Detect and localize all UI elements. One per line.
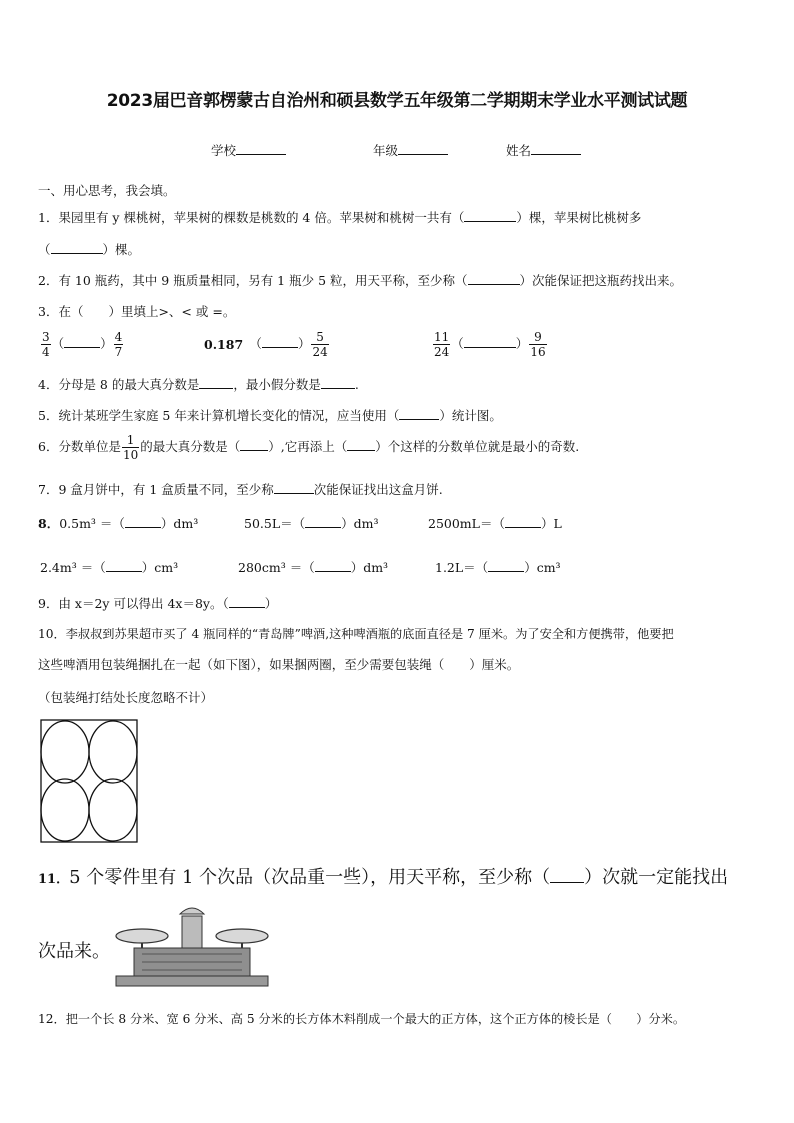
bottle-circle: [89, 779, 137, 841]
left-pan: [116, 929, 168, 943]
answer-blank[interactable]: [550, 866, 584, 883]
compare-blank[interactable]: [64, 335, 100, 348]
answer-blank[interactable]: [199, 376, 233, 389]
question-11-line-1: 11．5 个零件里有 1 个次品（次品重一些），用天平称，至少称（ ）次就一定能找出: [38, 867, 729, 888]
bottle-circle: [41, 779, 89, 841]
school-blank[interactable]: [236, 142, 286, 155]
question-8-item: 280cm³ ＝（ ）dm³: [238, 560, 389, 575]
answer-blank[interactable]: [229, 595, 265, 608]
compare-item-3: $\frac{11}{24}$ （ ） $\frac{9}{16}$: [434, 330, 546, 359]
compare-blank[interactable]: [262, 335, 298, 348]
question-3: 3．在（ ）里填上>、< 或 =。: [38, 304, 236, 319]
bottle-circle: [89, 721, 137, 783]
name-blank[interactable]: [531, 142, 581, 155]
fraction: $\frac{4}{7}$: [114, 330, 123, 359]
grade-blank[interactable]: [398, 142, 448, 155]
question-2: 2．有 10 瓶药，其中 9 瓶质量相同，另有 1 瓶少 5 粒，用天平称，至少称（ ）次能保证把这瓶药找出来。: [38, 273, 683, 288]
question-4: 4．分母是 8 的最大真分数是 ，最小假分数是 .: [38, 377, 359, 392]
question-1-line-2: （ ）棵。: [38, 242, 141, 257]
question-7: 7．9 盒月饼中，有 1 盒质量不同，至少称 次能保证找出这盒月饼.: [38, 482, 443, 497]
answer-blank[interactable]: [240, 438, 268, 451]
answer-blank[interactable]: [347, 438, 375, 451]
answer-blank[interactable]: [305, 515, 341, 528]
name-field: 姓名: [506, 141, 581, 159]
question-5: 5．统计某班学生家庭 5 年来计算机增长变化的情况，应当使用（ ）统计图。: [38, 408, 502, 423]
scale-base: [116, 976, 268, 986]
question-8-item: 1.2L＝（ ）cm³: [435, 560, 561, 575]
bottle-circle: [41, 721, 89, 783]
grade-field: 年级: [373, 141, 448, 159]
fraction: $\frac{11}{24}$: [434, 330, 450, 359]
question-10-line-1: 10．李叔叔到苏果超市买了 4 瓶同样的“青岛牌”啤酒,这种啤酒瓶的底面直径是 7 厘米。为了安全和方便携带，他要把: [38, 627, 674, 641]
answer-blank[interactable]: [399, 407, 439, 420]
answer-blank[interactable]: [464, 209, 516, 222]
compare-item-1: $\frac{3}{4}$ （ ） $\frac{4}{7}$: [42, 330, 123, 359]
bottles-diagram: [34, 718, 144, 844]
answer-blank[interactable]: [505, 515, 541, 528]
balance-scale-image: [112, 902, 272, 992]
page-title: 2023届巴音郭楞蒙古自治州和硕县数学五年级第二学期期末学业水平测试试题: [106, 91, 688, 111]
answer-blank[interactable]: [488, 559, 524, 572]
question-8-row-1: 8．0.5m³ ＝（ ）dm³: [38, 516, 199, 531]
answer-blank[interactable]: [468, 272, 520, 285]
question-8-item: 50.5L＝（ ）dm³: [244, 516, 379, 531]
scale-pointer: [180, 908, 204, 914]
answer-blank[interactable]: [274, 481, 314, 494]
answer-blank[interactable]: [315, 559, 351, 572]
fraction: $\frac{5}{24}$: [312, 330, 328, 359]
section-heading: 一、用心思考，我会填。: [38, 183, 176, 198]
question-11-line-2: 次品来。: [38, 941, 110, 962]
answer-blank[interactable]: [321, 376, 355, 389]
right-pan: [216, 929, 268, 943]
compare-blank[interactable]: [464, 335, 516, 348]
question-10-note: （包装绳打结处长度忽略不计）: [38, 690, 214, 705]
question-8-row-2: 2.4m³ ＝（ ）cm³: [40, 560, 179, 575]
question-6: 6．分数单位是 $\frac{1}{10}$ 的最大真分数是（ ）,它再添上（ ）个这样的分数单位就是最小的奇数.: [38, 433, 580, 462]
question-12: 12．把一个长 8 分米、宽 6 分米、高 5 分米的长方体木料削成一个最大的正方体，这个正方体的棱长是（ ）分米。: [38, 1012, 686, 1026]
fraction: $\frac{1}{10}$: [122, 433, 139, 462]
scale-pillar: [182, 916, 202, 948]
question-10-line-2: 这些啤酒用包装绳捆扎在一起（如下图），如果捆两圈，至少需要包装绳（ ）厘米。: [38, 657, 520, 672]
answer-blank[interactable]: [51, 241, 103, 254]
question-8-item: 2500mL＝（ ）L: [428, 516, 562, 531]
answer-blank[interactable]: [106, 559, 142, 572]
fraction: $\frac{3}{4}$: [42, 330, 50, 359]
question-1-line-1: 1．果园里有 y 棵桃树，苹果树的棵数是桃数的 4 倍。苹果树和桃树一共有（ ）棵，苹果树比桃树多: [38, 210, 642, 225]
answer-blank[interactable]: [125, 515, 161, 528]
compare-item-2: 0.187 （ ） $\frac{5}{24}$: [204, 330, 328, 359]
school-field: 学校: [211, 141, 286, 159]
question-9: 9．由 x＝2y 可以得出 4x＝8y。（ ）: [38, 596, 278, 611]
fraction: $\frac{9}{16}$: [530, 330, 546, 359]
